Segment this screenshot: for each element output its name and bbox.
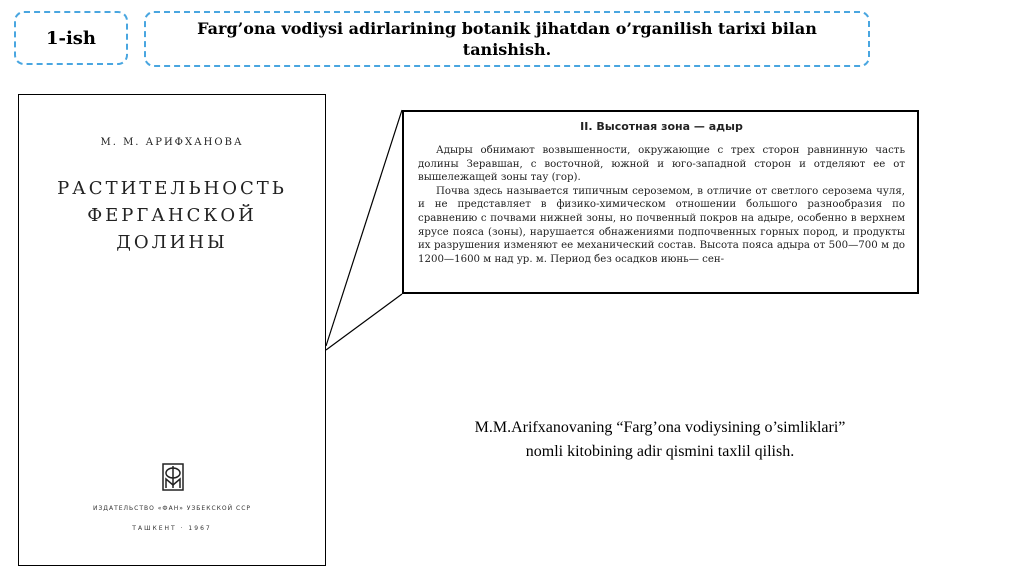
- cover-title-line-1: РАСТИТЕЛЬНОСТЬ: [57, 178, 287, 199]
- task-number-badge: 1-ish: [14, 11, 128, 65]
- task-title: Farg’ona vodiysi adirlarining botanik jihatdan o’rganilish tarixi bilan tanishish.: [144, 11, 870, 67]
- callout-line-top: [326, 110, 402, 346]
- callout-line-bottom: [326, 294, 402, 350]
- book-cover: [18, 94, 326, 566]
- publisher-logo-icon: [162, 463, 184, 491]
- excerpt-heading: II. Высотная зона — адыр: [580, 120, 743, 133]
- book-excerpt: [402, 110, 919, 294]
- excerpt-paragraph-1: Адыры обнимают возвышенности, окружающие с трех сторон равнинную часть долины Зеравшан, с восточной, южной и юго-западной сторон и отделяют ее от вышележащей зоны тау (гор).: [418, 145, 905, 184]
- cover-city-year: ТАШКЕНТ · 1967: [132, 525, 212, 532]
- excerpt-paragraph-2: Почва здесь называется типичным сероземом, в отличие от светлого серозема чуля, и не представляет в физико-химическом отношении большого разнообразия по сравнению с почвами нижней зоны, но почвенный покров на адыре, особенно в верхнем ярусе пояса (зоны), нарушается обнажениями подпочвенных горных пород, и продукты их разрушения изменяют ее механический состав. Высота пояса адыра от 500—700 м до 1200—1600 м над ур. м. Период без осадков июнь— сен-: [418, 185, 905, 265]
- cover-author: М. М. АРИФХАНОВА: [100, 137, 244, 148]
- cover-title: [19, 175, 325, 256]
- caption-line-1: M.M.Arifxanovaning “Farg’ona vodiysining o’simliklari”: [474, 419, 846, 436]
- cover-title-line-2: ФЕРГАНСКОЙ: [87, 205, 257, 226]
- cover-title-line-3: ДОЛИНЫ: [116, 232, 228, 253]
- cover-publisher: ИЗДАТЕЛЬСТВО «ФАН» УЗБЕКСКОЙ ССР: [92, 505, 252, 512]
- caption-line-2: nomli kitobining adir qismini taxlil qilish.: [525, 443, 795, 460]
- caption: [410, 416, 910, 464]
